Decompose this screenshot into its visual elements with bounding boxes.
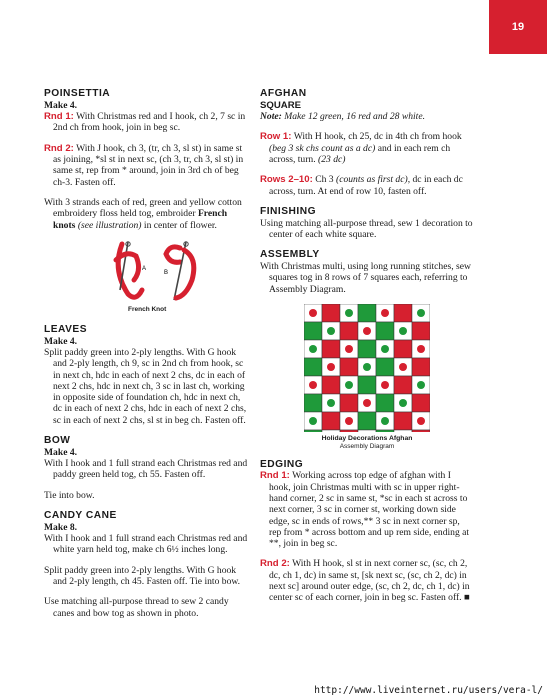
decoration-icon xyxy=(345,345,353,353)
page-number: 19 xyxy=(511,20,525,33)
decoration-icon xyxy=(327,363,335,371)
candy-cane-instructions-1: With I hook and 1 full strand each Christmas red and white yarn held tog, make ch 6½ inches long. xyxy=(44,533,248,556)
afghan-square xyxy=(304,394,322,412)
afghan-square xyxy=(376,358,394,376)
afghan-square xyxy=(358,376,376,394)
afghan-square xyxy=(376,394,394,412)
rnd-text: With H hook, sl st in next corner sc, (sc, ch 2, dc, ch 1, dc) in same st, [sk next sc, (sc, ch 2, dc) in next sc] around outer edge, (sc, ch 2, dc, ch 1, dc) in center sc of each corner, join in beg sc. Fasten off. ■ xyxy=(269,558,470,604)
french-knot-illustration xyxy=(44,240,250,318)
afghan-square xyxy=(322,376,340,394)
afghan-square xyxy=(358,430,376,432)
afghan-square xyxy=(322,430,340,432)
decoration-icon xyxy=(381,381,389,389)
leaves-instructions: Split paddy green into 2-ply lengths. With G hook and 2-ply length, ch 9, sc in 2nd ch from hook, sc in next ch, hdc in each of next 2 chs, dc in each of next 2 chs, hdc in next ch, 3 sc in last ch, working in opposite side of foundation ch, hdc in next ch, dc in each of next 2 chs, hdc in each of next 2 chs, sc in each of next 2 chs, sl st in beg ch. Fasten off. xyxy=(44,346,247,426)
french-knots-term: French knots xyxy=(53,208,228,231)
afghan-square xyxy=(412,394,430,412)
decoration-icon xyxy=(309,345,317,353)
label-a: A xyxy=(142,265,147,272)
decoration-icon xyxy=(417,345,425,353)
afghan-square xyxy=(304,358,322,376)
decoration-icon xyxy=(399,363,407,371)
note-text: Make 12 green, 16 red and 28 white. xyxy=(281,111,426,123)
french-knot-instructions xyxy=(44,197,250,231)
decoration-icon xyxy=(417,381,425,389)
decoration-icon xyxy=(381,309,389,317)
decoration-icon xyxy=(417,309,425,317)
assembly-diagram-title: Holiday Decorations Afghan xyxy=(321,434,413,442)
afghan-square xyxy=(322,304,340,322)
assembly-diagram-grid xyxy=(304,304,430,432)
afghan-square xyxy=(304,430,322,432)
afghan-square xyxy=(340,430,358,432)
decoration-icon xyxy=(399,399,407,407)
text-span: With H hook, ch 25, dc in 4th ch from hook xyxy=(293,131,462,143)
afghan-square xyxy=(376,322,394,340)
decoration-icon xyxy=(327,327,335,335)
left-column xyxy=(44,88,250,628)
poinsettia-rnd1 xyxy=(44,111,250,134)
rnd-text: With J hook, ch 3, (tr, ch 3, sl st) in same st as joining, *sl st in next sc, (ch 3, tr, ch 3, sl st) in same st, rep from * around, join in 3rd ch of beg ch-3. Fasten off. xyxy=(53,142,244,188)
afghan-square xyxy=(340,394,358,412)
leaves-make: Make 4. xyxy=(44,335,78,347)
french-knot-caption: French Knot xyxy=(128,305,167,313)
rnd-label: Rnd 1: xyxy=(260,470,290,482)
decoration-icon xyxy=(309,381,317,389)
see-illustration-note: (see illustration) xyxy=(77,219,142,231)
rnd-text: Working across top edge of afghan with I hook, join Christmas multi with sc in upper right-hand corner, 2 sc in same st, *sc in each st across to next corner, 3 sc in corner st, working down side edge, sc in ends of rows,** 3 sc in next corner sp, rep from * across bottom and up rem side, ending at **, join in beg sc. xyxy=(269,470,470,550)
square-subheading: SQUARE xyxy=(260,99,302,111)
afghan-row1 xyxy=(260,131,474,165)
decoration-icon xyxy=(345,309,353,317)
assembly-heading: ASSEMBLY xyxy=(260,249,320,261)
text-span: (counts as first dc) xyxy=(336,174,408,186)
note-label: Note: xyxy=(260,111,282,123)
decoration-icon xyxy=(309,309,317,317)
afghan-square xyxy=(322,412,340,430)
decoration-icon xyxy=(363,327,371,335)
label-b: B xyxy=(164,269,169,276)
candy-cane-instructions-3: Use matching all-purpose thread to sew 2 candy canes and bow tog as shown in photo. xyxy=(44,596,229,619)
source-url: http://www.liveinternet.ru/users/vera-l/ xyxy=(314,684,543,696)
edging-heading: EDGING xyxy=(260,458,304,470)
decoration-icon xyxy=(309,417,317,425)
afghan-square xyxy=(358,412,376,430)
afghan-square xyxy=(322,340,340,358)
leaves-heading: LEAVES xyxy=(44,323,88,335)
poinsettia-heading: POINSETTIA xyxy=(44,88,111,99)
bow-make: Make 4. xyxy=(44,446,78,458)
decoration-icon xyxy=(381,417,389,425)
afghan-heading: AFGHAN xyxy=(260,88,307,99)
bow-instructions: With I hook and 1 full strand each Christmas red and paddy green held tog, ch 55. Fasten off. xyxy=(44,458,248,481)
afghan-square xyxy=(394,430,412,432)
afghan-square xyxy=(304,322,322,340)
assembly-instructions: With Christmas multi, using long running stitches, sew squares tog in 8 rows of 7 squares each, referring to Assembly Diagram. xyxy=(260,260,471,295)
decoration-icon xyxy=(417,417,425,425)
afghan-square xyxy=(340,358,358,376)
poinsettia-rnd2 xyxy=(44,143,250,188)
decoration-icon xyxy=(399,327,407,335)
right-column xyxy=(260,88,474,613)
afghan-note xyxy=(260,111,474,122)
afghan-square xyxy=(376,430,394,432)
assembly-diagram-subtitle: Assembly Diagram xyxy=(339,442,395,450)
afghan-rows-2-10 xyxy=(260,174,474,197)
row-label: Rows 2–10: xyxy=(260,174,313,186)
stitch-count: (23 dc) xyxy=(318,153,346,165)
rnd-label: Rnd 1: xyxy=(44,111,74,123)
finishing-instructions: Using matching all-purpose thread, sew 1 decoration to center of each white square. xyxy=(260,217,473,240)
finishing-heading: FINISHING xyxy=(260,205,317,217)
afghan-square xyxy=(412,358,430,376)
edging-rnd1 xyxy=(260,470,474,549)
text-span: Ch 3 xyxy=(315,174,336,186)
text-span: and in each rem ch across, turn. xyxy=(269,142,451,165)
rnd-label: Rnd 2: xyxy=(44,142,74,154)
text-span: (beg 3 sk chs count as a dc) xyxy=(269,142,376,154)
afghan-square xyxy=(394,304,412,322)
assembly-diagram xyxy=(260,304,474,451)
edging-rnd2 xyxy=(260,558,474,603)
french-knot-drawing xyxy=(108,240,228,306)
rnd-text: With Christmas red and I hook, ch 2, 7 sc in 2nd ch from hook, join in beg sc. xyxy=(53,111,246,134)
row-label: Row 1: xyxy=(260,131,292,143)
poinsettia-make: Make 4. xyxy=(44,99,78,111)
afghan-square xyxy=(358,304,376,322)
decoration-icon xyxy=(381,345,389,353)
candy-cane-heading: CANDY CANE xyxy=(44,510,117,522)
decoration-icon xyxy=(363,363,371,371)
decoration-icon xyxy=(363,399,371,407)
candy-cane-make: Make 8. xyxy=(44,521,78,533)
bow-heading: BOW xyxy=(44,435,71,447)
afghan-square xyxy=(394,340,412,358)
page-number-tab xyxy=(489,0,547,54)
afghan-square xyxy=(394,376,412,394)
candy-cane-instructions-2: Split paddy green into 2-ply lengths. With G hook and 2-ply length, ch 45. Fasten off. Tie into bow. xyxy=(44,564,241,587)
rnd-label: Rnd 2: xyxy=(260,558,290,570)
decoration-icon xyxy=(345,417,353,425)
text-span: With 3 strands each of red, green and yellow cotton embroidery floss held tog, embroider xyxy=(44,196,242,220)
decoration-icon xyxy=(345,381,353,389)
text-span: in center of flower. xyxy=(141,219,217,231)
afghan-square xyxy=(358,340,376,358)
decoration-icon xyxy=(327,399,335,407)
bow-tie-instruction: Tie into bow. xyxy=(44,489,95,501)
afghan-square xyxy=(340,322,358,340)
afghan-square xyxy=(394,412,412,430)
text-span: , dc in each dc across, turn. At end of row 10, fasten off. xyxy=(269,174,463,197)
afghan-square xyxy=(412,430,430,432)
afghan-square xyxy=(412,322,430,340)
